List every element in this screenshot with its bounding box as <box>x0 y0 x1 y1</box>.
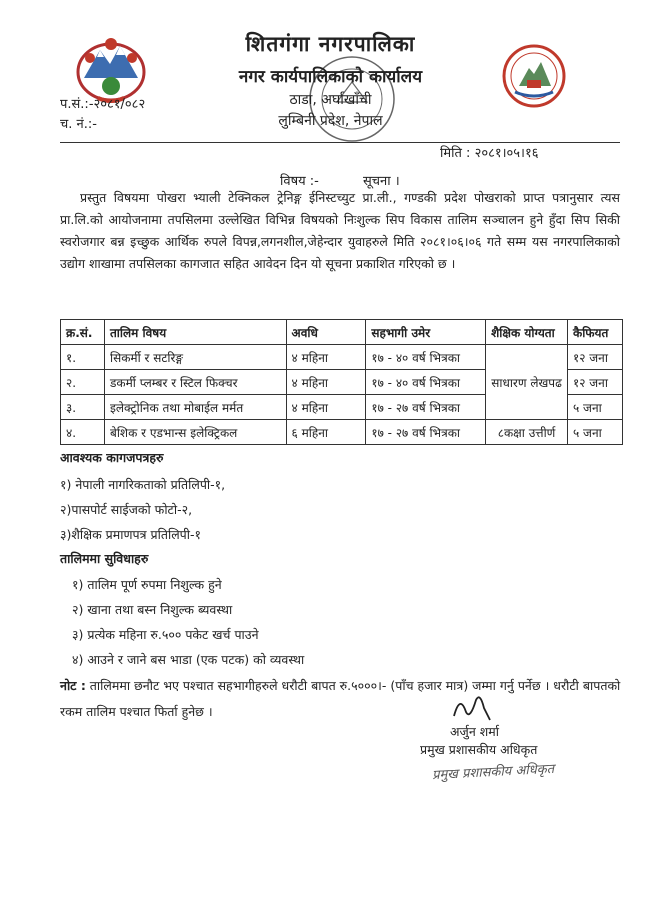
signatory-name: अर्जुन शर्मा <box>450 724 499 739</box>
facilities-heading: तालिममा सुविधाहरु <box>60 551 149 566</box>
cell: १७ - ४० वर्ष भित्रका <box>366 370 486 395</box>
signature-mark-icon <box>450 690 495 725</box>
col-header: क्र.सं. <box>61 320 105 345</box>
qualification-cell: ८कक्षा उत्तीर्ण <box>486 420 568 445</box>
dispatch-number: च. नं.:- <box>60 117 97 132</box>
facility-item: ४) आउने र जाने बस भाडा (एक पटक) को व्यवस्था <box>72 652 305 667</box>
cell: ६ महिना <box>286 420 366 445</box>
cell: इलेक्ट्रोनिक तथा मोबाईल मर्मत <box>104 395 286 420</box>
col-header: शैक्षिक योग्यता <box>486 320 568 345</box>
col-header: कैफियत <box>567 320 622 345</box>
cell: ४. <box>61 420 105 445</box>
cell: ४ महिना <box>286 345 366 370</box>
cell: ५ जना <box>567 395 622 420</box>
table-header-row <box>61 320 623 345</box>
cell: ५ जना <box>567 420 622 445</box>
office-province: लुम्बिनी प्रदेश, नेपाल <box>278 113 383 129</box>
col-header: अवधि <box>286 320 366 345</box>
document-item: २)पासपोर्ट साईजको फोटो-२, <box>60 502 193 517</box>
cell: ४ महिना <box>286 370 366 395</box>
municipality-title: शितगंगा नगरपालिका <box>245 32 416 56</box>
subject-label: विषय :- <box>280 174 319 189</box>
facility-item: ३) प्रत्येक महिना रु.५०० पकेट खर्च पाउने <box>72 627 259 642</box>
cell: ३. <box>61 395 105 420</box>
cell: १७ - ४० वर्ष भित्रका <box>366 345 486 370</box>
reference-number: प.सं.:-२०८१/०८२ <box>60 97 146 112</box>
cell: सिकर्मी र सटरिङ्ग <box>104 345 286 370</box>
cell: बेशिक र एडभान्स इलेक्ट्रिकल <box>104 420 286 445</box>
subject-value: सूचना । <box>363 174 400 189</box>
cell: २. <box>61 370 105 395</box>
col-header: तालिम विषय <box>104 320 286 345</box>
cell: १. <box>61 345 105 370</box>
table-row <box>61 345 623 370</box>
documents-heading: आवश्यक कागजपत्रहरु <box>60 450 164 465</box>
cell: १२ जना <box>567 345 622 370</box>
facility-item: १) तालिम पूर्ण रुपमा निशुल्क हुने <box>72 577 222 592</box>
note-paragraph <box>60 673 625 725</box>
col-header: सहभागी उमेर <box>366 320 486 345</box>
notice-date: मिति : २०८१।०५।१६ <box>440 146 539 161</box>
signature-stamp: प्रमुख प्रशासकीय अधिकृत <box>431 761 555 784</box>
document-item: ३)शैक्षिक प्रमाणपत्र प्रतिलिपी-१ <box>60 527 202 542</box>
note-text: तालिममा छनौट भए पश्चात सहभागीहरुले धरौटी बापत रु.५०००।- (पाँच हजार मात्र) जम्मा गर्नु पर्नेछ । धरौटी बापतको रकम तालिम पश्चात फिर्ता हुनेछ । <box>60 678 621 719</box>
cell: १७ - २७ वर्ष भित्रका <box>366 395 486 420</box>
document-item: १) नेपाली नागरिकताको प्रतिलिपी-१, <box>60 477 226 492</box>
cell: १२ जना <box>567 370 622 395</box>
notice-body: प्रस्तुत विषयमा पोखरा भ्याली टेक्निकल ट्रेनिङ्ग ईनिस्टच्युट प्रा.ली., गण्डकी प्रदेश पोखराको प्राप्त पत्रानुसार त्यस प्रा.लि.को आयोजनामा तपसिलमा उल्लेखित विभिन्न विषयको निःशुल्क सिप विकास तालिम सञ्चालन हुने हुँदा सिप सिकी स्वरोजगार बन्न इच्छुक आर्थिक रुपले विपन्न,लगनशील,जेहेन्दार युवाहरुले मिति २०८१।०६।०६ गते सम्म यस नगरपालिकाको उद्योग शाखामा तपसिलका कागजात सहित आवेदन दिन यो सूचना प्रकाशित गरिएको छ । <box>60 190 620 271</box>
office-place: ठाडा, अर्घाखाँची <box>289 92 372 108</box>
training-table <box>60 319 623 445</box>
note-label: नोट : <box>60 678 86 693</box>
qualification-cell: साधारण लेखपढ <box>486 345 568 420</box>
table-row <box>61 420 623 445</box>
facility-item: २) खाना तथा बस्न निशुल्क ब्यवस्था <box>72 602 233 617</box>
cell: डकर्मी प्लम्बर र स्टिल फिक्चर <box>104 370 286 395</box>
cell: ४ महिना <box>286 395 366 420</box>
signatory-title: प्रमुख प्रशासकीय अधिकृत <box>420 742 538 757</box>
cell: १७ - २७ वर्ष भित्रका <box>366 420 486 445</box>
office-title: नगर कार्यपालिकाको कार्यालय <box>238 67 423 87</box>
